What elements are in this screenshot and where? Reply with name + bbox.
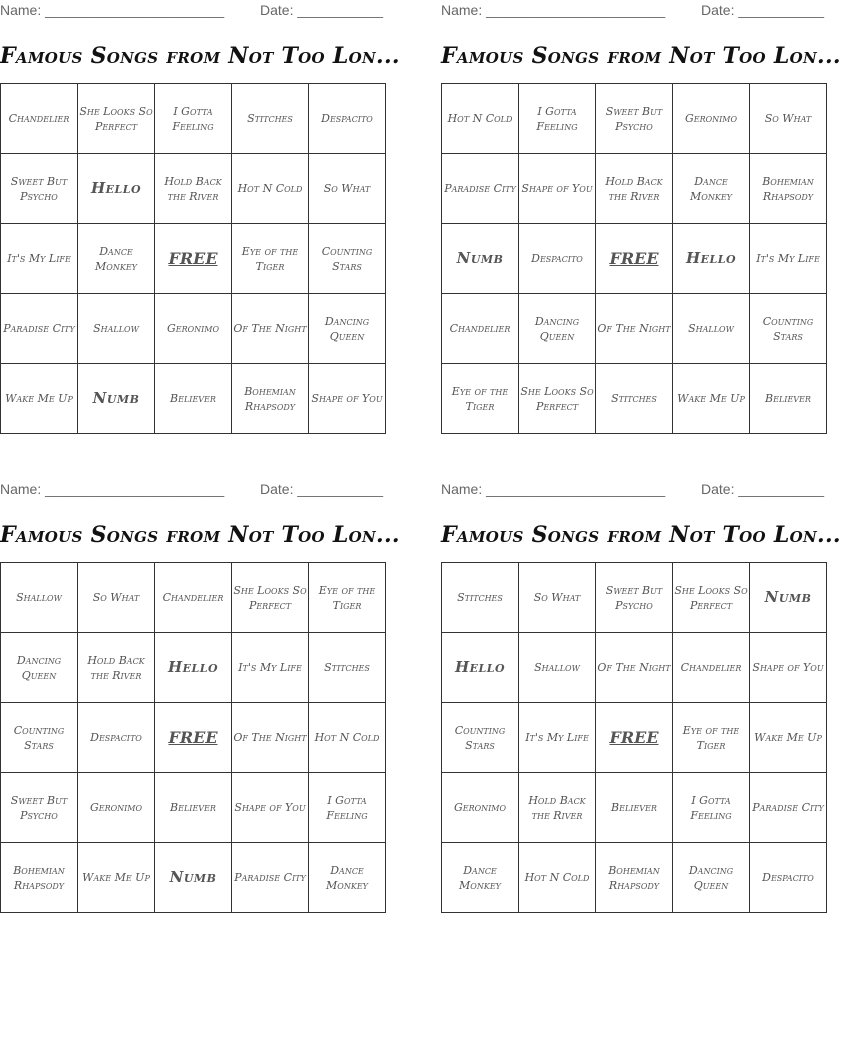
card-title: Famous Songs from Not Too Lon... [441,522,841,548]
bingo-cell: Dancing Queen [309,294,386,364]
bingo-cell: Shape of You [309,364,386,434]
bingo-cell: Hot N Cold [519,843,596,913]
bingo-cell: Bohemian Rhapsody [750,154,827,224]
bingo-row [1,843,386,913]
card-title: Famous Songs from Not Too Lon... [0,522,400,548]
bingo-cell: She Looks So Perfect [78,84,155,154]
bingo-cell: Despacito [750,843,827,913]
name-date-bar [0,0,383,22]
bingo-cell: Hot N Cold [309,703,386,773]
bingo-cell: Bohemian Rhapsody [596,843,673,913]
bingo-cell: Dancing Queen [673,843,750,913]
date-field: Date: ___________ [701,481,824,497]
name-field: Name: _______________________ [441,2,666,18]
bingo-cell: Believer [155,773,232,843]
bingo-cell: Eye of the Tiger [442,364,519,434]
bingo-cell: I Gotta Feeling [155,84,232,154]
bingo-cell: Dancing Queen [1,633,78,703]
bingo-cell: I Gotta Feeling [673,773,750,843]
bingo-cell: Hot N Cold [442,84,519,154]
bingo-cell: Counting Stars [442,703,519,773]
bingo-cell: Geronimo [78,773,155,843]
bingo-cell: Wake Me Up [1,364,78,434]
bingo-row [442,224,827,294]
bingo-row [442,703,827,773]
bingo-cell: Numb [78,364,155,434]
bingo-cell: Counting Stars [750,294,827,364]
bingo-cell: Shape of You [232,773,309,843]
bingo-cell: Sweet But Psycho [596,84,673,154]
bingo-cell: Numb [750,563,827,633]
bingo-row [1,703,386,773]
bingo-cell: Dance Monkey [442,843,519,913]
bingo-cell: Hold Back the River [78,633,155,703]
name-field: Name: _______________________ [0,2,225,18]
bingo-cell: Bohemian Rhapsody [232,364,309,434]
bingo-cell: It's My Life [519,703,596,773]
free-space: FREE [596,703,673,773]
bingo-cell: Wake Me Up [78,843,155,913]
bingo-cell: Stitches [442,563,519,633]
name-field: Name: _______________________ [0,481,225,497]
bingo-grid [441,83,827,434]
name-date-bar [0,479,383,501]
bingo-row [1,563,386,633]
bingo-cell: Of The Night [596,294,673,364]
free-space: FREE [155,224,232,294]
bingo-cell: Dance Monkey [309,843,386,913]
bingo-cell: Numb [442,224,519,294]
bingo-row [442,154,827,224]
bingo-cell: Shallow [519,633,596,703]
bingo-grid [441,562,827,913]
bingo-cell: Hello [442,633,519,703]
bingo-row [442,633,827,703]
bingo-cell: Shallow [78,294,155,364]
bingo-cell: Stitches [309,633,386,703]
card-title: Famous Songs from Not Too Lon... [441,43,841,69]
bingo-cell: Hold Back the River [519,773,596,843]
bingo-cell: So What [78,563,155,633]
bingo-cell: Of The Night [232,294,309,364]
bingo-row [1,224,386,294]
bingo-cell: Wake Me Up [750,703,827,773]
bingo-cell: Hello [155,633,232,703]
bingo-row [1,633,386,703]
bingo-row [442,294,827,364]
bingo-row [442,773,827,843]
bingo-cell: Sweet But Psycho [596,563,673,633]
bingo-cell: Sweet But Psycho [1,154,78,224]
card-title: Famous Songs from Not Too Lon... [0,43,400,69]
bingo-cell: Believer [750,364,827,434]
bingo-row [1,294,386,364]
bingo-row [442,563,827,633]
bingo-cell: Stitches [232,84,309,154]
bingo-cell: Despacito [519,224,596,294]
bingo-cell: Of The Night [596,633,673,703]
date-field: Date: ___________ [701,2,824,18]
bingo-card-1 [0,0,400,413]
bingo-cell: Believer [596,773,673,843]
bingo-cell: Eye of the Tiger [232,224,309,294]
bingo-cell: Paradise City [232,843,309,913]
name-field: Name: _______________________ [441,481,666,497]
bingo-cell: She Looks So Perfect [673,563,750,633]
bingo-cell: She Looks So Perfect [519,364,596,434]
bingo-cell: It's My Life [750,224,827,294]
bingo-cell: Geronimo [442,773,519,843]
bingo-cell: Shallow [1,563,78,633]
bingo-cell: Counting Stars [1,703,78,773]
bingo-cell: Stitches [596,364,673,434]
bingo-cell: It's My Life [232,633,309,703]
bingo-cell: Shape of You [519,154,596,224]
bingo-cell: Chandelier [673,633,750,703]
bingo-cell: Of The Night [232,703,309,773]
bingo-cell: Wake Me Up [673,364,750,434]
bingo-card-4 [441,479,841,892]
bingo-cell: Despacito [309,84,386,154]
bingo-row [1,364,386,434]
name-date-bar [441,479,824,501]
bingo-cell: Chandelier [442,294,519,364]
bingo-cell: I Gotta Feeling [519,84,596,154]
bingo-cell: Hello [673,224,750,294]
bingo-cell: Believer [155,364,232,434]
name-date-bar [441,0,824,22]
bingo-row [442,364,827,434]
bingo-card-3 [0,479,400,892]
bingo-cell: Shape of You [750,633,827,703]
date-field: Date: ___________ [260,2,383,18]
bingo-cell: I Gotta Feeling [309,773,386,843]
bingo-row [442,843,827,913]
bingo-row [1,773,386,843]
bingo-row [1,154,386,224]
bingo-cell: She Looks So Perfect [232,563,309,633]
date-field: Date: ___________ [260,481,383,497]
bingo-grid [0,83,386,434]
bingo-row [1,84,386,154]
bingo-row [442,84,827,154]
bingo-cell: Counting Stars [309,224,386,294]
bingo-cell: Sweet But Psycho [1,773,78,843]
bingo-cell: Paradise City [750,773,827,843]
bingo-cell: So What [750,84,827,154]
bingo-cell: So What [309,154,386,224]
bingo-cell: So What [519,563,596,633]
bingo-cell: It's My Life [1,224,78,294]
bingo-cell: Shallow [673,294,750,364]
bingo-cell: Paradise City [1,294,78,364]
bingo-cell: Despacito [78,703,155,773]
bingo-card-2 [441,0,841,413]
bingo-cell: Hot N Cold [232,154,309,224]
bingo-cell: Eye of the Tiger [309,563,386,633]
bingo-cell: Geronimo [673,84,750,154]
bingo-cell: Dancing Queen [519,294,596,364]
bingo-cell: Numb [155,843,232,913]
free-space: FREE [155,703,232,773]
bingo-cell: Eye of the Tiger [673,703,750,773]
bingo-cell: Hold Back the River [596,154,673,224]
bingo-cell: Hold Back the River [155,154,232,224]
bingo-cell: Bohemian Rhapsody [1,843,78,913]
free-space: FREE [596,224,673,294]
bingo-cell: Geronimo [155,294,232,364]
bingo-grid [0,562,386,913]
bingo-cell: Chandelier [155,563,232,633]
bingo-cell: Hello [78,154,155,224]
bingo-cell: Chandelier [1,84,78,154]
bingo-cell: Dance Monkey [78,224,155,294]
bingo-cell: Dance Monkey [673,154,750,224]
bingo-cell: Paradise City [442,154,519,224]
